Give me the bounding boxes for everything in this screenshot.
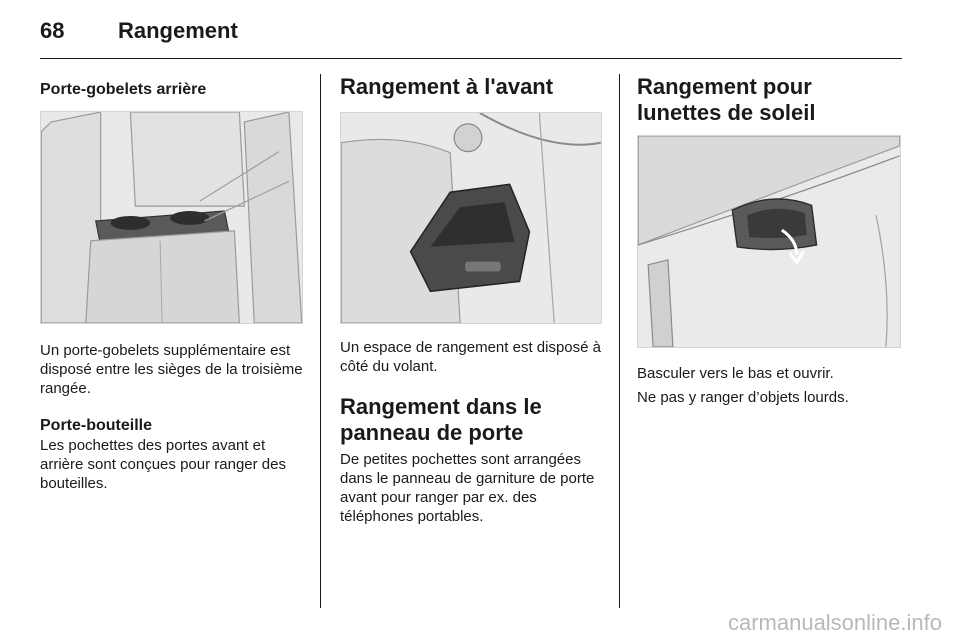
section-heading-sunglasses-storage: Rangement pour lunettes de soleil	[637, 74, 816, 125]
front-storage-drawing	[341, 113, 601, 323]
page-header	[40, 18, 902, 60]
rear-cupholder-illustration	[40, 111, 303, 324]
sunglasses-text-2: Ne pas y ranger d’objets lourds.	[637, 389, 849, 406]
door-panel-storage-text: De petites pochettes sont arrangées dans le panneau de garniture de porte avant pour ranger par ex. des téléphones portables.	[340, 451, 595, 525]
column-divider-1	[320, 74, 321, 608]
front-storage-text: Un espace de rangement est disposé à côté du volant.	[340, 339, 601, 375]
section-heading-front-storage: Rangement à l'avant	[340, 74, 554, 99]
rear-cupholder-drawing	[41, 112, 302, 323]
front-storage-illustration	[340, 112, 602, 324]
section-heading-door-panel-storage: Rangement dans le panneau de porte	[340, 394, 542, 445]
column-divider-2	[619, 74, 620, 608]
page-title: Rangement	[118, 18, 238, 43]
column-sunglasses-storage	[637, 74, 902, 407]
column-front-storage	[340, 74, 604, 526]
rear-cupholder-text: Un porte-gobelets supplémentaire est disposé entre les sièges de la troisième rangée.	[40, 342, 303, 397]
page-number: 68	[40, 18, 65, 43]
watermark-text: carmanualsonline.info	[727, 610, 942, 635]
column-rear-cupholder	[40, 74, 306, 493]
section-heading-rear-cupholder: Porte-gobelets arrière	[40, 81, 207, 98]
header-rule	[40, 58, 902, 59]
bottle-holder-text: Les pochettes des portes avant et arrière sont conçues pour ranger des bouteilles.	[40, 437, 286, 492]
sunglasses-storage-drawing	[638, 136, 900, 347]
sunglasses-storage-illustration	[637, 135, 901, 348]
sunglasses-text-1: Basculer vers le bas et ouvrir.	[637, 365, 834, 382]
subheading-bottle-holder: Porte-bouteille	[40, 417, 153, 434]
